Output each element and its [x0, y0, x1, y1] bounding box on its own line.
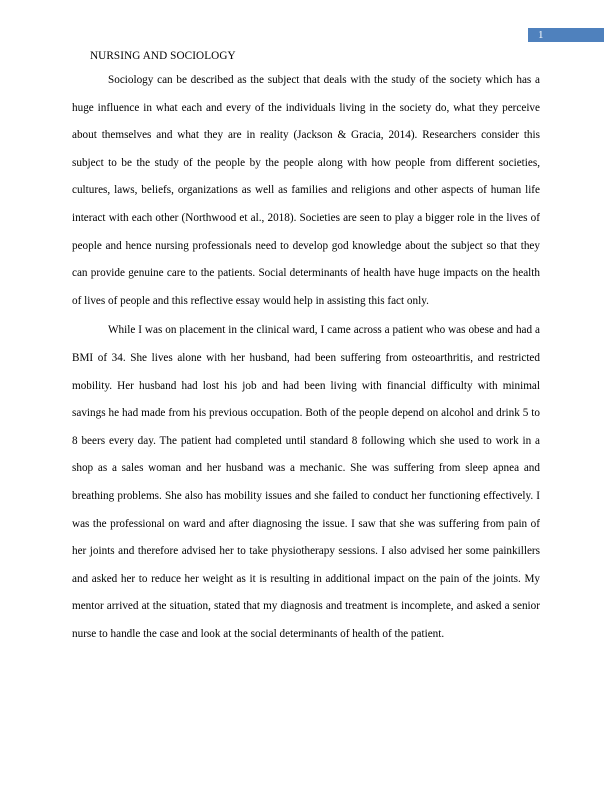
paragraph-case: While I was on placement in the clinical ward, I came across a patient who was obese and had a BMI of 34. She lives alone with her husband, had been suffering from osteoarthritis, and restricted mobility. Her husband had lost his job and had been living with financial difficulty with minimal savings he had made from his previous occupation. Both of the people depend on alcohol and drink 5 to 8 beers every day. The patient had completed until standard 8 following which she used to work in a shop as a sales woman and her husband was a mechanic. She was suffering from sleep apnea and breathing problems. She also has mobility issues and she failed to conduct her functioning effectively. I was the professional on ward and after diagnosing the issue. I saw that she was suffering from pain of her joints and therefore advised her to take physiotherapy sessions. I also advised her some painkillers and asked her to reduce her weight as it is resulting in additional impact on the pain of the joints. My mentor arrived at the situation, stated that my diagnosis and treatment is incomplete, and asked a senior nurse to handle the case and look at the social determinants of health of the patient. [72, 324, 540, 640]
page-number-badge [528, 28, 604, 42]
running-head: NURSING AND SOCIOLOGY [90, 50, 236, 62]
paragraph-intro: Sociology can be described as the subject that deals with the study of the society which has a huge influence in what each and every of the individuals living in the society do, what they perceive about themselves and what they are in reality (Jackson & Gracia, 2014). Researchers consider this subject to be the study of the people by the people along with how people from different societies, cultures, laws, beliefs, organizations as well as families and religions and other aspects of human life interact with each other (Northwood et al., 2018). Societies are seen to play a bigger role in the lives of people and hence nursing professionals need to develop god knowledge about the subject so that they can provide genuine care to the patients. Social determinants of health have huge impacts on the health of lives of people and this reflective essay would help in assisting this fact only. [72, 74, 540, 307]
page-number: 1 [538, 29, 544, 41]
document-body [72, 67, 540, 648]
